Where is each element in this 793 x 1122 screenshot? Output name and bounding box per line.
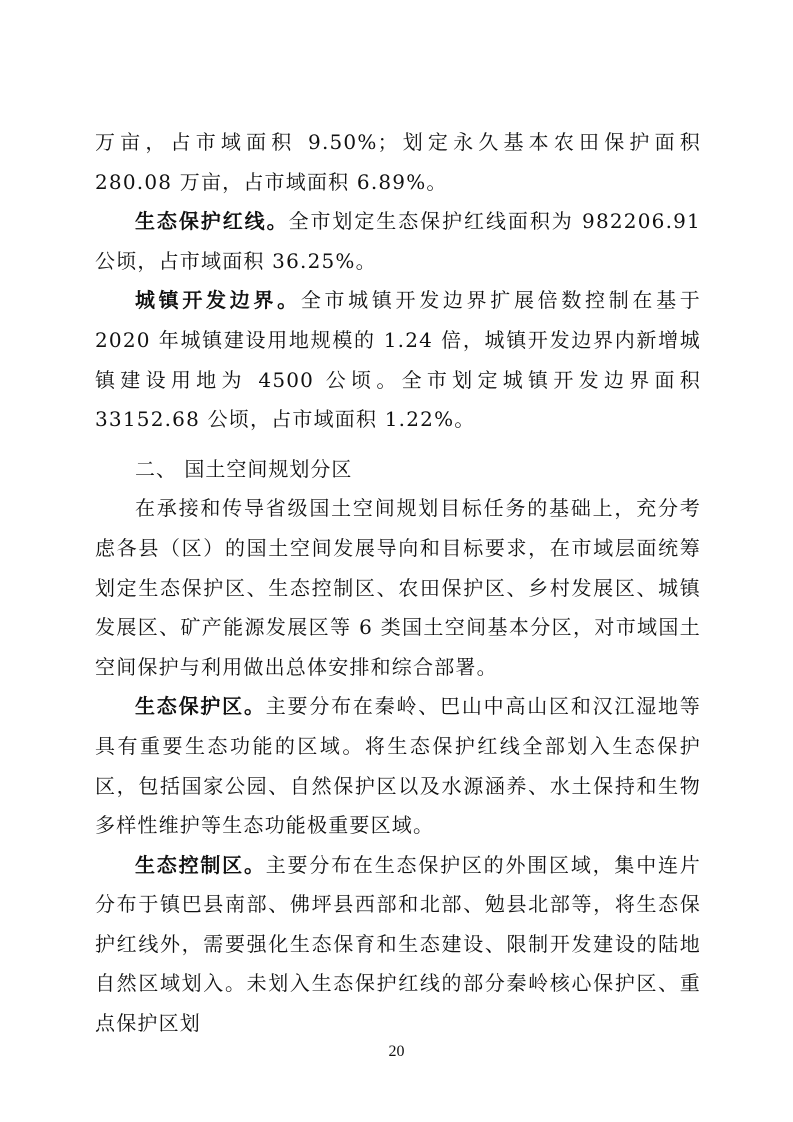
paragraph-body: 全市城镇开发边界扩展倍数控制在基于 2020 年城镇建设用地规模的 1.24 倍，城镇开发边界内新增城镇建设用地为 4500 公顷。全市划定城镇开发边界面积 33152.68 公顷，占市域面积 1.22%。 bbox=[95, 288, 701, 432]
paragraph-label: 生态保护区。 bbox=[135, 694, 266, 719]
section-heading: 二、 国土空间规划分区 bbox=[135, 456, 353, 481]
paragraph-eco-control-zone bbox=[95, 846, 701, 1044]
paragraph-eco-protection-zone bbox=[95, 687, 701, 845]
paragraph-body: 全市划定生态保护红线面积为 982206.91 公顷，占市域面积 36.25%。 bbox=[95, 209, 701, 273]
paragraph-label: 生态控制区。 bbox=[135, 852, 266, 877]
paragraph-body: 主要分布在生态保护区的外围区域，集中连片分布于镇巴县南部、佛坪县西部和北部、勉县北部等，将生态保护红线外，需要强化生态保育和生态建设、限制开发建设的陆地自然区域划入。未划入生态保护红线的部分秦岭核心保护区、重点保护区划 bbox=[95, 852, 702, 1036]
paragraph-eco-redline bbox=[95, 202, 701, 281]
paragraph-farmland: 万亩，占市域面积 9.50%；划定永久基本农田保护面积 280.08 万亩，占市域面积 6.89%。 bbox=[95, 130, 701, 194]
paragraph-zoning-intro: 在承接和传导省级国土空间规划目标任务的基础上，充分考虑各县（区）的国土空间发展导向和目标要求，在市域层面统筹划定生态保护区、生态控制区、农田保护区、乡村发展区、城镇发展区、矿产能源发展区等 6 类国土空间基本分区，对市域国土空间保护与利用做出总体安排和综合部署。 bbox=[95, 496, 701, 679]
paragraph-label: 城镇开发边界。 bbox=[135, 288, 301, 313]
paragraph-body: 主要分布在秦岭、巴山中高山区和汉江湿地等具有重要生态功能的区域。将生态保护红线全部划入生态保护区，包括国家公园、自然保护区以及水源涵养、水土保持和生物多样性维护等生态功能极重要区域。 bbox=[95, 694, 702, 838]
paragraph-label: 生态保护红线。 bbox=[135, 209, 289, 234]
body-text bbox=[95, 123, 701, 1044]
page-number: 20 bbox=[388, 1043, 405, 1060]
paragraph-urban-boundary bbox=[95, 281, 701, 439]
